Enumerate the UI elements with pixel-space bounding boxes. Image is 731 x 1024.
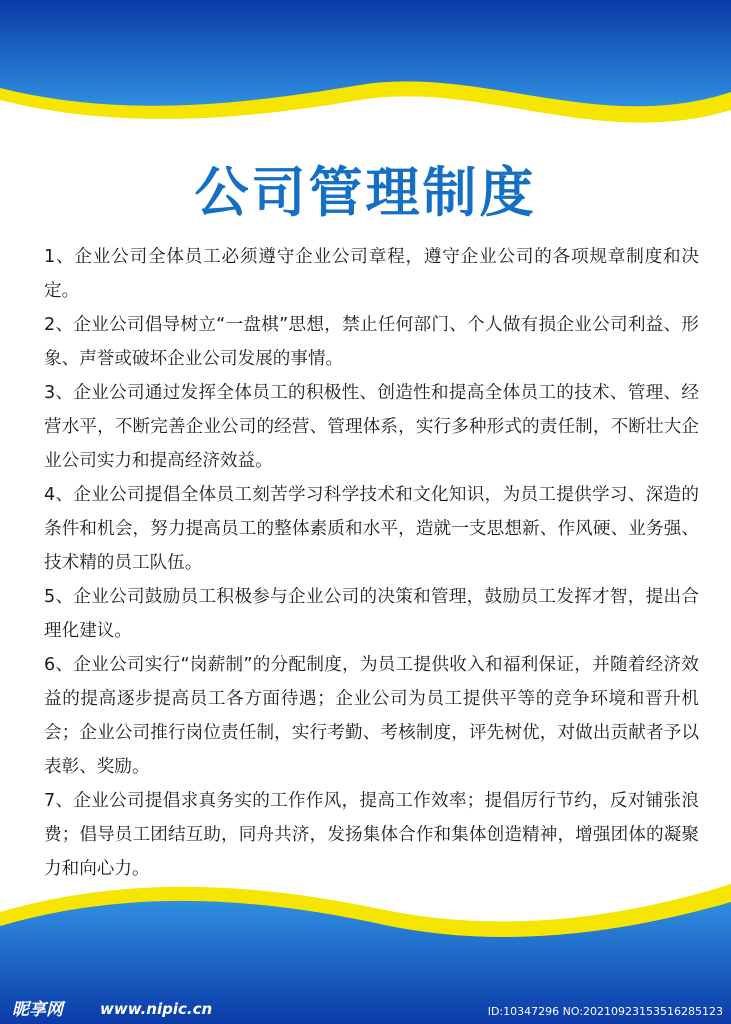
watermark-id: ID:10347296 NO:20210923153516285123 bbox=[487, 1005, 723, 1018]
rule-item-7: 7、企业公司提倡求真务实的工作作风，提高工作效率；提倡厉行节约，反对铺张浪费；倡导员工团结互助，同舟共济，发扬集体合作和集体创造精神，增强团体的凝聚力和向心力。 bbox=[44, 791, 699, 879]
rule-item-1: 1、企业公司全体员工必须遵守企业公司章程，遵守企业公司的各项规章制度和决定。 bbox=[44, 247, 699, 301]
rule-item-6: 6、企业公司实行“岗薪制”的分配制度，为员工提供收入和福利保证，并随着经济效益的提高逐步提高员工各方面待遇；企业公司为员工提供平等的竞争环境和晋升机会；企业公司推行岗位责任制，实行考勤、考核制度，评先树优，对做出贡献者予以表彰、奖励。 bbox=[44, 655, 699, 777]
rules-list bbox=[44, 240, 699, 886]
rule-item-4: 4、企业公司提倡全体员工刻苦学习科学技术和文化知识，为员工提供学习、深造的条件和机会，努力提高员工的整体素质和水平，造就一支思想新、作风硬、业务强、技术精的员工队伍。 bbox=[44, 485, 699, 573]
watermark-logo: 昵享网 bbox=[12, 1000, 63, 1020]
page-title: 公司管理制度 bbox=[194, 161, 537, 224]
rule-item-2: 2、企业公司倡导树立“一盘棋”思想，禁止任何部门、个人做有损企业公司利益、形象、声誉或破坏企业公司发展的事情。 bbox=[44, 315, 699, 369]
top-wave-banner bbox=[0, 0, 731, 160]
watermark-url: www.nipic.cn bbox=[100, 1000, 213, 1018]
rule-item-3: 3、企业公司通过发挥全体员工的积极性、创造性和提高全体员工的技术、管理、经营水平，不断完善企业公司的经营、管理体系，实行多种形式的责任制，不断壮大企业公司实力和提高经济效益。 bbox=[44, 383, 699, 471]
rule-item-5: 5、企业公司鼓励员工积极参与企业公司的决策和管理，鼓励员工发挥才智，提出合理化建议。 bbox=[44, 587, 699, 641]
